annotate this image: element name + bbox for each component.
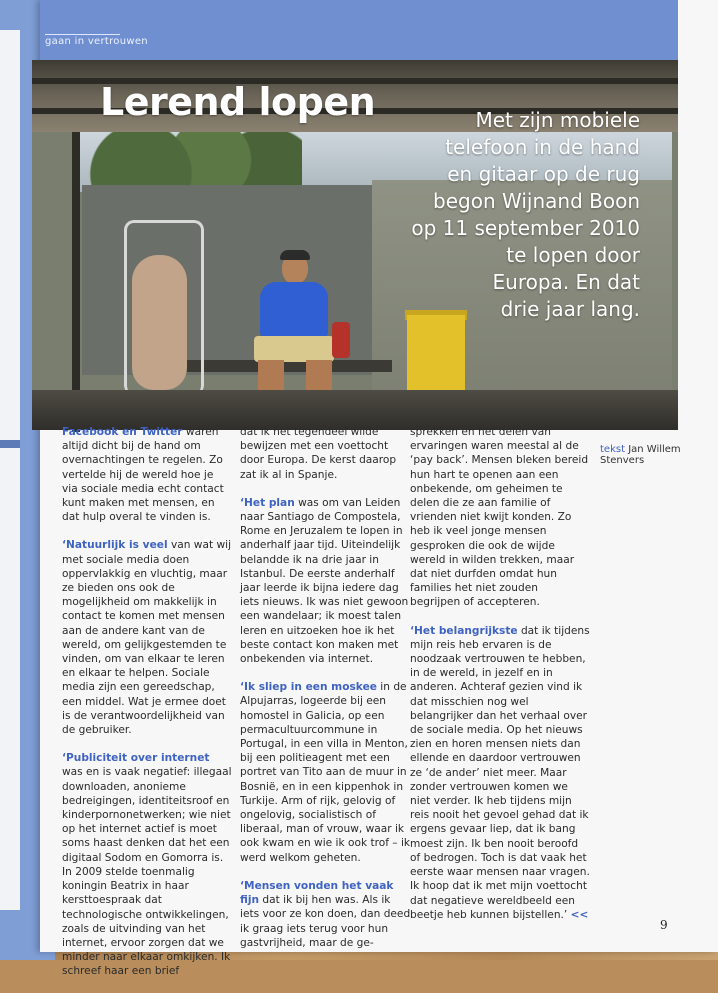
intro-line: Europa. En dat — [492, 270, 640, 294]
article-column-3 — [410, 425, 590, 936]
paragraph-text: was om van Leiden naar Santiago de Compostela, Rome en Jeruzalem te lopen in anderhalf jaar tijd. Uiteindelijk belandde ik na drie jaar in Istanbul. De eerste anderhalf jaar leerde ik bijna iedere dag iets nieuws. Ik was niet gewoon een wandelaar; ik moest talen leren en uitzoeken hoe ik het beste contact kon maken met onbekenden via internet. — [240, 496, 409, 666]
paragraph — [410, 624, 590, 922]
intro-line: telefoon in de hand — [445, 135, 640, 159]
credit-prefix: tekst — [600, 444, 625, 455]
paragraph-text: dat ik het tegendeel wilde bewijzen met een voettocht door Europa. De kerst daarop zat ik al in Spanje. — [240, 426, 397, 481]
ground — [32, 390, 678, 430]
intro-line: te lopen door — [506, 243, 640, 267]
paragraph-lead: ‘Natuurlijk is veel — [62, 539, 168, 552]
intro-line: begon Wijnand Boon — [433, 189, 640, 213]
paragraph-lead: ‘Het plan — [240, 496, 295, 509]
credit-name: Jan Willem Stenvers — [600, 444, 681, 466]
back-page-gap — [0, 440, 20, 448]
paragraph-text: was en is vaak negatief: illegaal downloaden, anonieme bedreigingen, identiteitsroof en kinderpornonetwerken; wie niet op het internet actief is moet soms haast denken dat het een digitaal Sodom en Gomorra is. In 2009 stelde toenmalig koningin Beatrix in haar kersttoespraak dat technologische ontwikkelingen, zoals de uitvinding van het internet, ervoor zorgen dat we minder naar elkaar omkijken. Ik schreef haar een brief — [62, 766, 232, 978]
author-credit — [600, 444, 718, 466]
paragraph — [240, 496, 412, 666]
section-label: gaan in vertrouwen — [45, 36, 148, 47]
paragraph-lead: ‘Het belangrijkste — [410, 624, 518, 637]
red-bag — [332, 322, 350, 358]
feature-intro — [390, 107, 640, 323]
paragraph — [62, 538, 232, 737]
paragraph-text: van wat wij met sociale media doen oppervlakkig en vluchtig, maar ze bieden ons ook de mogelijkheid om makkelijk in contact te komen met mensen aan de andere kant van de wereld, om gelijkgestemden te vinden, om van elkaar te leren en elkaar te helpen. Sociale media zijn een gereedschap, een middel. Wat je ermee doet is de verantwoordelijkheid van de gebruiker. — [62, 539, 232, 737]
person-cap — [280, 250, 310, 260]
intro-line: en gitaar op de rug — [447, 162, 640, 186]
paragraph-lead: ‘Publiciteit over internet — [62, 752, 210, 765]
shelter-pole — [72, 132, 80, 432]
paragraph — [62, 425, 232, 524]
graffiti — [192, 200, 312, 240]
paragraph — [240, 680, 412, 865]
guitar-case — [132, 255, 187, 390]
paragraph — [240, 879, 412, 950]
paragraph — [410, 425, 590, 610]
paragraph-text: in de Alpujarras, logeerde bij een homostel in Galicia, op een permacultuurcommune in Portugal, in een villa in Menton, bij een politieagent met een portret van Tito aan de muur in Bosnië, en in een kippenhok in Turkije. Arm of rijk, gelovig of ongelovig, socialistisch of liberaal, man of vrouw, waar ik ook kwam en wie ik ook trof – ik werd welkom geheten. — [240, 681, 411, 864]
paragraph — [62, 751, 232, 978]
person-shorts — [254, 336, 334, 362]
article-column-2 — [240, 425, 412, 964]
back-page-sheet — [0, 30, 20, 910]
paragraph-text: sprekken en het delen van ervaringen waren meestal al de ‘pay back’. Mensen bleken bereid hun hart te openen aan een onbekende, om geheimen te delen die ze aan familie of vrienden niet kwijt konden. Zo heb ik veel jonge mensen gesproken die ook de wijde wereld in wilden trekken, maar dat niet durfden omdat hun families het niet zouden begrijpen of accepteren. — [410, 426, 589, 609]
page-number: 9 — [660, 918, 668, 932]
page-header-band — [40, 0, 678, 64]
intro-line: Met zijn mobiele — [475, 108, 640, 132]
paragraph-text: dat ik bij hen was. Als ik iets voor ze kon doen, dan deed ik graag iets terug voor hun gastvrijheid, maar de ge- — [240, 894, 411, 949]
intro-line: op 11 september 2010 — [411, 216, 640, 240]
paragraph-text: dat ik tijdens mijn reis heb ervaren is de noodzaak vertrouwen te hebben, in de wereld, in jezelf en in anderen. Achteraf gezien vind ik dat misschien nog wel belangrijker dan het verhaal over de sociale media. Op het nieuws zien en horen mensen niets dan ellende en daardoor vertrouwen ze ‘de ander’ niet meer. Maar zonder vertrouwen komen we niet verder. Ik heb tijdens mijn reis nooit het gevoel gehad dat ik ergens gevaar liep, dat ik bang moest zijn. Ik ben nooit beroofd of bedrogen. Toch is dat vaak het eerste waar mensen naar vragen. Ik hoop dat ik met mijn voettocht dat negatieve wereldbeeld een beetje heb kunnen bijstellen.’ — [410, 624, 590, 921]
feature-headline: Lerend lopen — [100, 80, 376, 124]
end-mark: << — [570, 908, 589, 921]
article-column-1 — [62, 425, 232, 993]
paragraph-lead: ‘Ik sliep in een moskee — [240, 681, 377, 694]
person-shirt — [260, 282, 328, 338]
intro-line: drie jaar lang. — [500, 297, 640, 321]
paragraph-lead: ‘Mensen vonden het vaak fijn — [240, 879, 394, 907]
section-rule — [45, 34, 120, 35]
paragraph-lead: Facebook en Twitter — [62, 426, 183, 438]
paragraph — [240, 425, 412, 482]
paragraph-text: waren altijd dicht bij de hand om overnachtingen te regelen. Zo vertelde hij de wereld hoe je via sociale media echt contact kunt maken met mensen, en dat hulp overal te vinden is. — [62, 426, 224, 524]
